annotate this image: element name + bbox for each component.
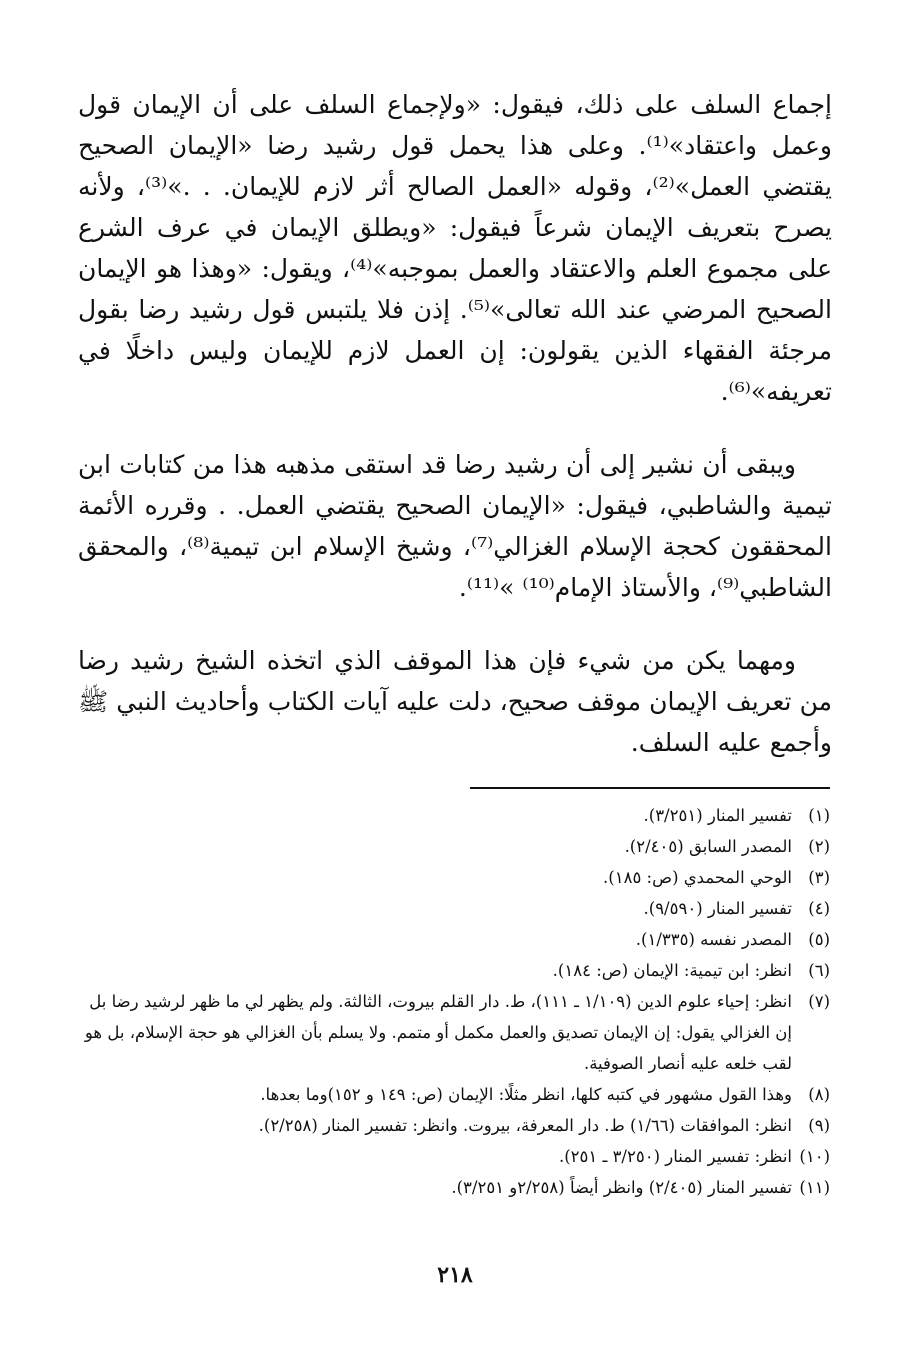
footnote-number: (٨): [808, 1085, 830, 1104]
footnote: [78, 955, 830, 986]
paragraph-1: إجماع السلف على ذلك، فيقول: «ولإجماع السلف على أن الإيمان قول وعمل واعتقاد»⁽¹⁾. وعلى هذا يحمل قول رشيد رضا «الإيمان الصحيح يقتضي العمل»⁽²⁾، وقوله «العمل الصالح أثر لازم للإيمان. . .»⁽³⁾، ولأنه يصرح بتعريف الإيمان شرعاً فيقول: «ويطلق الإيمان في عرف الشرع على مجموع العلم والاعتقاد والعمل بموجبه»⁽⁴⁾، ويقول: «وهذا هو الإيمان الصحيح المرضي عند الله تعالى»⁽⁵⁾. إذن فلا يلتبس قول رشيد رضا بقول مرجئة الفقهاء الذين يقولون: إن العمل لازم للإيمان وليس داخلًا في تعريفه»⁽⁶⁾.: [78, 90, 832, 406]
footnote-number: (٤): [808, 899, 830, 918]
footnote: [78, 924, 830, 955]
footnote-separator: [470, 787, 830, 789]
footnote: [78, 1079, 830, 1110]
footnote: [78, 800, 830, 831]
footnote: [78, 862, 830, 893]
footnote-text: المصدر السابق (٢/٤٠٥).: [624, 837, 792, 856]
footnote-text: تفسير المنار (٩/٥٩٠).: [643, 899, 792, 918]
footnote-text: وهذا القول مشهور في كتبه كلها، انظر مثلًا: الإيمان (ص: ١٤٩ و ١٥٢)وما بعدها.: [260, 1085, 792, 1104]
footnote-text: انظر: تفسير المنار (٣/٢٥٠ ـ ٢٥١).: [558, 1147, 792, 1166]
footnote: [78, 893, 830, 924]
footnote-number: (٥): [808, 930, 830, 949]
page-number: ٢١٨: [437, 1262, 473, 1288]
paragraph-3: ومهما يكن من شيء فإن هذا الموقف الذي اتخذه الشيخ رشيد رضا من تعريف الإيمان موقف صحيح، دلت عليه آيات الكتاب وأحاديث النبي ﷺ وأجمع عليه السلف.: [78, 646, 832, 757]
footnote-text: المصدر نفسه (١/٣٣٥).: [635, 930, 792, 949]
footnote-number: (١١): [799, 1178, 830, 1197]
main-text: [78, 84, 832, 763]
footnote-number: (١٠): [799, 1147, 830, 1166]
footnote-number: (٦): [808, 961, 830, 980]
footnote: [78, 1141, 830, 1172]
footnote-text: تفسير المنار (٣/٢٥١).: [643, 806, 792, 825]
footnote-text: انظر: ابن تيمية: الإيمان (ص: ١٨٤).: [552, 961, 792, 980]
footnote-text: انظر: الموافقات (١/٦٦) ط. دار المعرفة، بيروت. وانظر: تفسير المنار (٢/٢٥٨).: [258, 1116, 792, 1135]
footnote-text: انظر: إحياء علوم الدين (١/١٠٩ ـ ١١١)، ط. دار القلم بيروت، الثالثة. ولم يظهر لي ما ظهر لرشيد رضا بل إن الغزالي يقول: إن الإيمان تصديق والعمل مكمل أو متمم. ولا يسلم بأن الغزالي هو حجة الإسلام، بل هو لقب خلعه عليه أنصار الصوفية.: [84, 992, 792, 1073]
footnote: [78, 831, 830, 862]
footnote-text: الوحي المحمدي (ص: ١٨٥).: [603, 868, 792, 887]
footnote-number: (١): [808, 806, 830, 825]
footnote: [78, 1172, 830, 1203]
footnotes: [78, 800, 830, 1203]
footnote-number: (٣): [808, 868, 830, 887]
footnote-number: (٧): [808, 992, 830, 1011]
footnote: [78, 1110, 830, 1141]
footnote: [78, 986, 830, 1079]
footnote-text: تفسير المنار (٢/٤٠٥) وانظر أيضاً (٢/٢٥٨و ٣/٢٥١).: [451, 1178, 792, 1197]
footnote-number: (٢): [808, 837, 830, 856]
paragraph-2: ويبقى أن نشير إلى أن رشيد رضا قد استقى مذهبه هذا من كتابات ابن تيمية والشاطبي، فيقول: «الإيمان الصحيح يقتضي العمل. . وقرره الأئمة المحققون كحجة الإسلام الغزالي⁽⁷⁾، وشيخ الإسلام ابن تيمية⁽⁸⁾، والمحقق الشاطبي⁽⁹⁾، والأستاذ الإمام⁽¹⁰⁾ »⁽¹¹⁾.: [78, 450, 832, 602]
footnote-number: (٩): [808, 1116, 830, 1135]
